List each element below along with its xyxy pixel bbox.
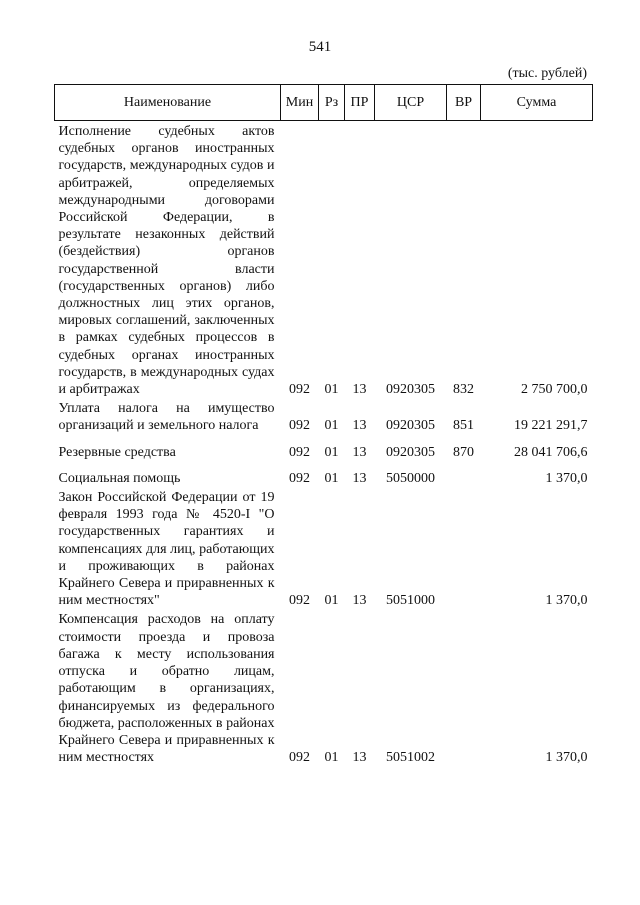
row-csr: 5050000	[386, 470, 435, 486]
row-pr: 13	[352, 470, 367, 486]
row-sum: 2 750 700,0	[521, 382, 588, 398]
row-pr: 13	[352, 382, 367, 398]
row-name: Компенсация расходов на оплату стоимости проезда и провоза багажа к месту использования отпуска и обратно лицам, работающим в организациях, финансируемых из федерального бюджета, расположенных в районах Крайнего Севера и приравненных к ним местностях	[58, 612, 275, 766]
header-name: Наименование	[55, 85, 281, 121]
row-vr: 832	[453, 382, 474, 398]
row-csr: 0920305	[386, 418, 435, 434]
units-label: (тыс. рублей)	[507, 66, 587, 81]
row-csr: 5051000	[386, 593, 435, 609]
row-name: Уплата налога на имущество организаций и земельного налога	[58, 401, 275, 434]
row-min: 092	[289, 382, 310, 398]
row-min: 092	[289, 593, 310, 609]
budget-table	[54, 84, 593, 766]
row-rz: 01	[324, 470, 339, 486]
row-pr: 13	[352, 750, 367, 766]
row-vr	[447, 461, 481, 487]
header-rz: Рз	[319, 85, 345, 121]
row-pr: 13	[352, 593, 367, 609]
table-row	[55, 609, 593, 766]
header-sum: Сумма	[481, 85, 593, 121]
header-min: Мин	[281, 85, 319, 121]
row-name: Закон Российской Федерации от 19 февраля 1993 года № 4520-I "О государственных гарантиях и компенсациях для лиц, работающих и проживающих в районах Крайнего Севера и приравненных к ним местностях"	[58, 490, 275, 609]
row-min: 092	[289, 470, 310, 486]
table-row	[55, 435, 593, 461]
row-sum: 28 041 706,6	[514, 444, 588, 460]
row-rz: 01	[324, 750, 339, 766]
page-number: 541	[308, 39, 332, 55]
table-row	[55, 398, 593, 434]
row-rz: 01	[324, 382, 339, 398]
table-header-row	[55, 85, 593, 121]
table-row	[55, 121, 593, 399]
row-name: Резервные средства	[58, 444, 176, 460]
row-min: 092	[289, 750, 310, 766]
row-sum: 1 370,0	[545, 750, 588, 766]
row-min: 092	[289, 418, 310, 434]
row-csr: 0920305	[386, 382, 435, 398]
row-sum: 19 221 291,7	[514, 418, 588, 434]
header-vr: ВР	[447, 85, 481, 121]
table-row	[55, 461, 593, 487]
row-vr	[447, 487, 481, 609]
row-name: Исполнение судебных актов судебных органов иностранных государств, международных судов и арбитражей, определяемых международными договорами Российской Федерации, в результате незаконных действий (бездействия) органов государственной власти (государственных органов) либо должностных лиц этих органов, мировых соглашений, заключенных в рамках судебных процессов в судебных органах иностранных государств, в международных судах и арбитражах	[58, 124, 275, 398]
row-rz: 01	[324, 593, 339, 609]
row-vr: 870	[453, 444, 474, 460]
row-sum: 1 370,0	[545, 470, 588, 486]
row-rz: 01	[324, 444, 339, 460]
row-vr: 851	[453, 418, 474, 434]
header-csr: ЦСР	[375, 85, 447, 121]
row-name: Социальная помощь	[58, 470, 181, 486]
header-pr: ПР	[345, 85, 375, 121]
row-pr: 13	[352, 444, 367, 460]
row-csr: 5051002	[386, 750, 435, 766]
row-sum: 1 370,0	[545, 593, 588, 609]
row-min: 092	[289, 444, 310, 460]
row-vr	[447, 609, 481, 766]
row-rz: 01	[324, 418, 339, 434]
table-row	[55, 487, 593, 609]
row-csr: 0920305	[386, 444, 435, 460]
row-pr: 13	[352, 418, 367, 434]
